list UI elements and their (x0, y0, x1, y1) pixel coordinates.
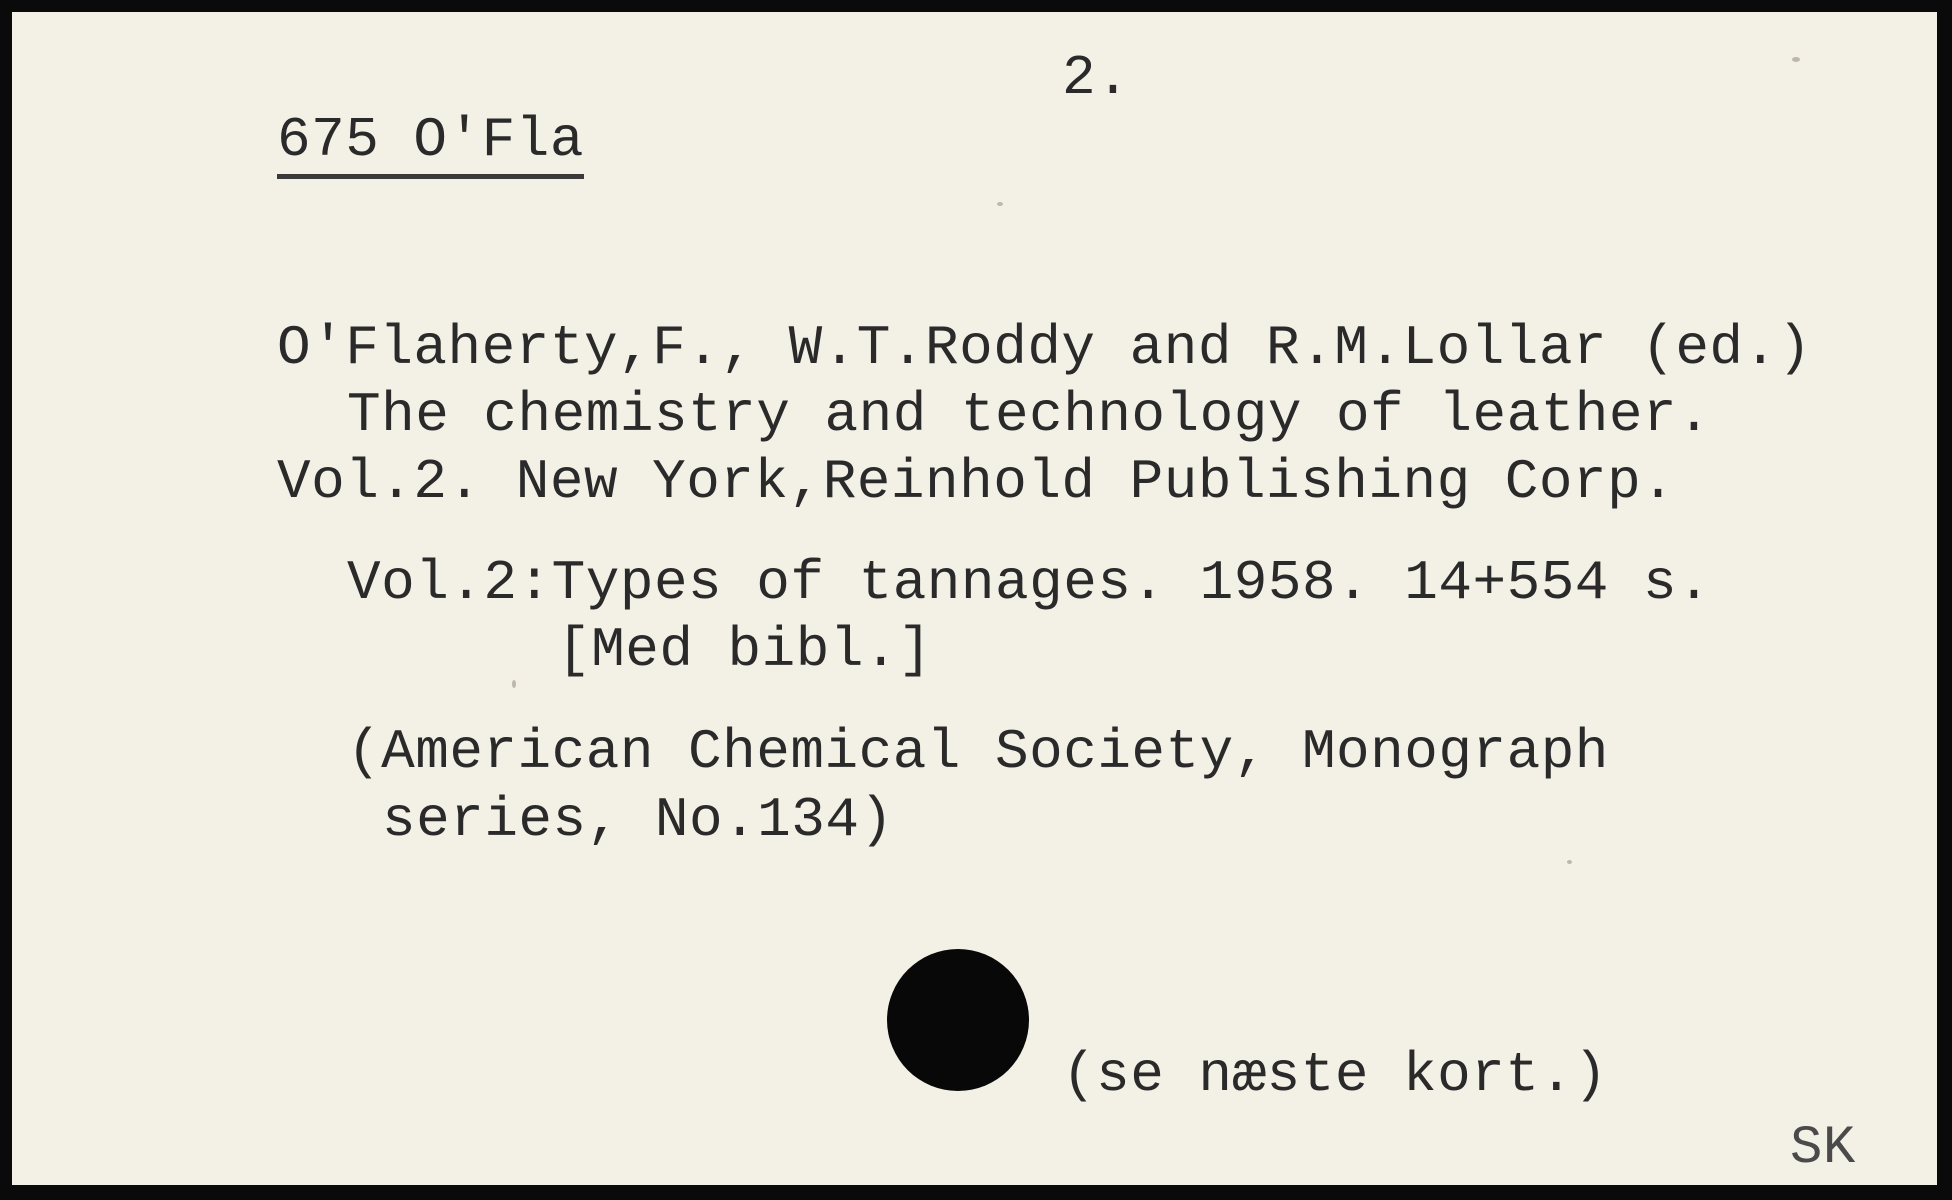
next-card-note: (se næste kort.) (1062, 1043, 1608, 1107)
catalog-card (12, 12, 1937, 1185)
series-line: (American Chemical Society, Monograph (347, 720, 1609, 784)
series-line-continued: series, No.134) (382, 788, 894, 852)
paper-speck (997, 202, 1003, 206)
title-line: The chemistry and technology of leather. (347, 383, 1712, 447)
author-line: O'Flaherty,F., W.T.Roddy and R.M.Lollar (ed.) (277, 316, 1812, 380)
card-number: 2. (1062, 46, 1131, 110)
paper-speck (512, 680, 516, 688)
paper-speck (1567, 860, 1572, 864)
imprint-line: Vol.2. New York,Reinhold Publishing Corp. (277, 450, 1676, 514)
bibliography-note: [Med bibl.] (557, 618, 933, 682)
cataloger-initials: SK (1790, 1118, 1856, 1179)
shelfmark: 675 O'Fla (277, 112, 584, 179)
punch-hole (887, 949, 1029, 1091)
paper-speck (1792, 57, 1800, 62)
volume-line: Vol.2:Types of tannages. 1958. 14+554 s. (347, 551, 1712, 615)
